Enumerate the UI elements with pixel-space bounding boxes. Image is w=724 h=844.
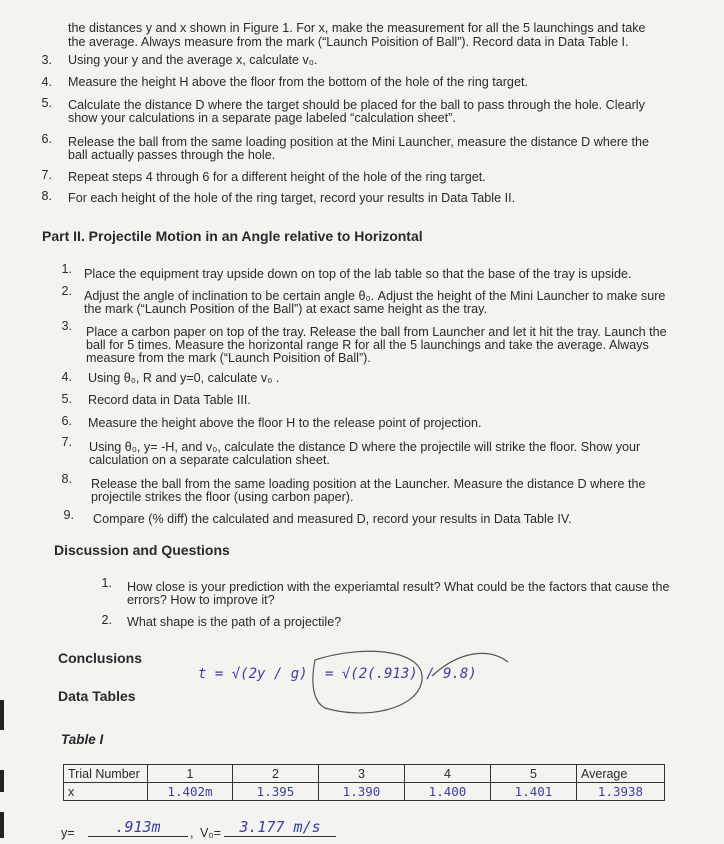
table-cell[interactable]: 1.400 (405, 783, 491, 801)
list-item-text: Adjust the angle of inclination to be certain angle θ₀. Adjust the height of the Mini Launcher to make sure (84, 289, 666, 303)
separator: , (190, 826, 194, 840)
table-cell[interactable]: 1.395 (233, 783, 319, 801)
list-item-text: measure from the mark (“Launch Poisition of Ball”). (86, 351, 371, 365)
list-item-text: Compare (% diff) the calculated and measured D, record your results in Data Table IV. (93, 512, 572, 526)
list-item-number: 1. (101, 576, 112, 590)
discussion-heading: Discussion and Questions (54, 542, 230, 558)
table1-title: Table I (61, 732, 104, 747)
table-header-cell: Average (577, 765, 665, 783)
scan-edge-mark (0, 812, 4, 838)
list-item-number: 7. (41, 168, 52, 182)
list-item-text: calculation on a separate calculation sheet. (89, 453, 330, 467)
scribble-mark (313, 651, 422, 713)
list-item-text: show your calculations in a separate page labeled “calculation sheet”. (68, 111, 456, 125)
formula-lhs: t = √(2y / g) (198, 666, 308, 682)
list-item-number: 5. (41, 96, 52, 110)
formula-rhs: = √(2(.913) / 9.8) (325, 666, 477, 682)
list-item-text: Using your y and the average x, calculate v₀. (68, 53, 318, 67)
list-item-text: ball for 5 times. Measure the horizontal range R for all the 5 launchings and take the average. Always (86, 338, 649, 352)
list-item-text: Measure the height above the floor H to the release point of projection. (88, 416, 482, 430)
list-item-number: 2. (61, 284, 72, 298)
v0-label: V₀= (200, 826, 221, 840)
y-label: y= (61, 826, 75, 840)
list-item-text: How close is your prediction with the experiamtal result? What could be the factors that cause the (127, 580, 670, 594)
list-item-number: 8. (41, 189, 52, 203)
table-header-cell: 5 (491, 765, 577, 783)
list-item-text: Place a carbon paper on top of the tray. Release the ball from Launcher and let it hit the tray. Launch the (86, 325, 667, 339)
list-item-number: 9. (63, 508, 74, 522)
table-header-row (64, 765, 665, 783)
table-cell[interactable]: 1.3938 (577, 783, 665, 801)
data-table-1 (63, 764, 665, 801)
conclusions-heading: Conclusions (58, 650, 143, 666)
list-item-text: errors? How to improve it? (127, 593, 275, 607)
list-item-text: Record data in Data Table III. (88, 393, 251, 407)
list-item-number: 4. (41, 75, 52, 89)
list-item-text: For each height of the hole of the ring target, record your results in Data Table II. (68, 191, 516, 205)
list-item-text: Using θ₀, y= -H, and v₀, calculate the distance D where the projectile will strike the floor. Show your (89, 440, 641, 454)
list-item-number: 2. (101, 613, 112, 627)
y-value[interactable]: .913m (88, 818, 188, 837)
list-item-number: 3. (61, 319, 72, 333)
list-item-number: 6. (41, 132, 52, 146)
table-header-cell: 4 (405, 765, 491, 783)
list-item-text: Using θ₀, R and y=0, calculate v₀ . (88, 371, 280, 385)
scan-edge-mark (0, 770, 4, 792)
list-item-text: the average. Always measure from the mark (“Launch Poisition of Ball”). Record data in Data Table I. (68, 35, 629, 49)
list-item-text: the distances y and x shown in Figure 1. For x, make the measurement for all the 5 launchings and take (68, 21, 646, 35)
list-item-text: Calculate the distance D where the target should be placed for the ball to pass through the hole. Clearly (68, 98, 645, 112)
part2-heading: Part II. Projectile Motion in an Angle relative to Horizontal (42, 228, 423, 244)
list-item-number: 4. (61, 370, 72, 384)
scan-edge-mark (0, 700, 4, 730)
list-item-text: ball actually passes through the hole. (68, 148, 276, 162)
table-cell[interactable]: 1.402m (148, 783, 233, 801)
list-item-number: 6. (61, 414, 72, 428)
list-item-number: 3. (41, 53, 52, 67)
list-item-text: Release the ball from the same loading position at the Mini Launcher, measure the distance D where the (68, 135, 650, 149)
table-header-cell: 3 (319, 765, 405, 783)
table-header-cell: 1 (148, 765, 233, 783)
list-item-text: Repeat steps 4 through 6 for a different height of the hole of the ring target. (68, 170, 486, 184)
table-header-cell: Trial Number (64, 765, 148, 783)
list-item-number: 5. (61, 392, 72, 406)
table-row-label: x (64, 783, 148, 801)
list-item-text: projectile strikes the floor (using carbon paper). (91, 490, 354, 504)
list-item-number: 8. (61, 472, 72, 486)
list-item-text: What shape is the path of a projectile? (127, 615, 342, 629)
list-item-text: Release the ball from the same loading position at the Launcher. Measure the distance D where the (91, 477, 646, 491)
v0-value[interactable]: 3.177 m/s (224, 818, 336, 837)
table-row (64, 783, 665, 801)
list-item-number: 1. (61, 262, 72, 276)
list-item-number: 7. (61, 435, 72, 449)
list-item-text: Measure the height H above the floor from the bottom of the hole of the ring target. (68, 75, 528, 89)
list-item-text: the mark (“Launch Position of the Ball”) at exact same height as the tray. (84, 302, 487, 316)
table-cell[interactable]: 1.390 (319, 783, 405, 801)
table-header-cell: 2 (233, 765, 319, 783)
handwritten-formula (190, 640, 530, 730)
table-cell[interactable]: 1.401 (491, 783, 577, 801)
data-tables-heading: Data Tables (58, 688, 136, 704)
list-item-text: Place the equipment tray upside down on top of the lab table so that the base of the tray is upside. (84, 267, 632, 281)
